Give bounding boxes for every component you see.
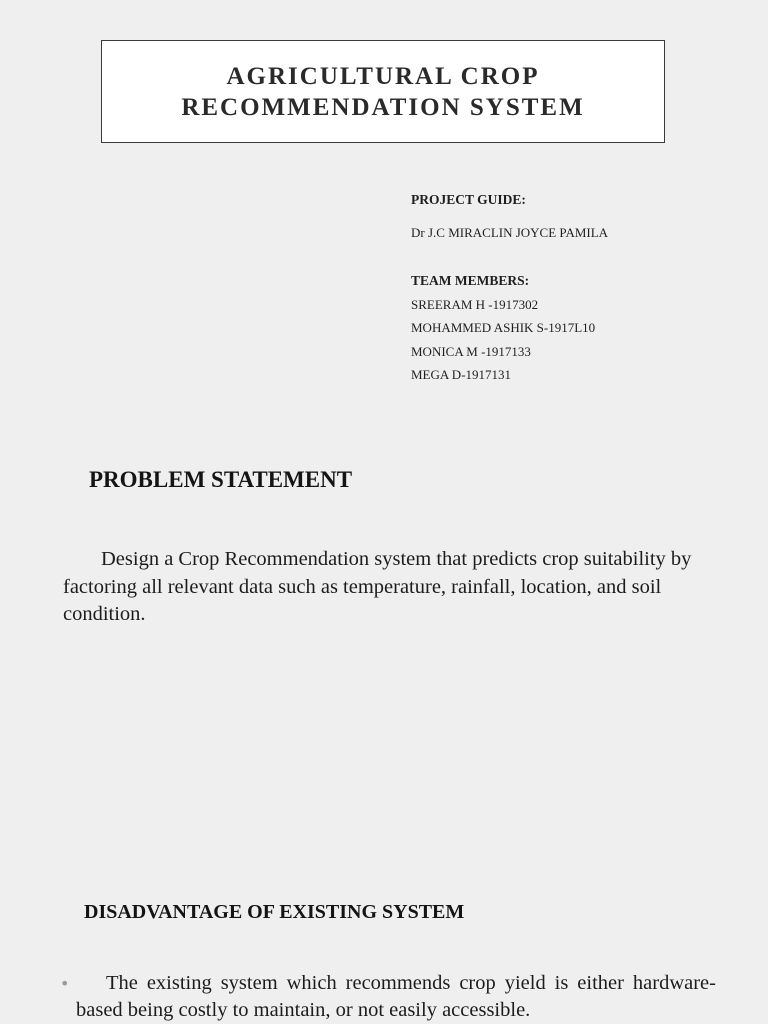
disadvantage-bullet-item <box>60 970 716 1024</box>
project-guide-name: Dr J.C MIRACLIN JOYCE PAMILA <box>411 225 609 240</box>
problem-statement-body: Design a Crop Recommendation system that predicts crop suitability by factoring all relevant data such as temperature, rainfall, location, and soil condition. <box>63 548 692 625</box>
title-box <box>101 40 665 143</box>
problem-statement-text <box>63 546 703 629</box>
team-member-1: SREERAM H -1917302 <box>411 297 539 312</box>
team-member-2: MOHAMMED ASHIK S-1917L10 <box>411 320 596 335</box>
team-member-3: MONICA M -1917133 <box>411 344 531 359</box>
problem-statement-heading: PROBLEM STATEMENT <box>89 467 353 492</box>
bullet-icon: • <box>60 974 70 993</box>
title-line-1: AGRICULTURAL CROP <box>226 62 540 90</box>
title-line-2: RECOMMENDATION SYSTEM <box>181 93 585 121</box>
project-guide-label: PROJECT GUIDE: <box>411 192 526 207</box>
disadvantage-heading: DISADVANTAGE OF EXISTING SYSTEM <box>84 901 465 923</box>
team-members-label: TEAM MEMBERS: <box>411 273 530 288</box>
disadvantage-point-1: The existing system which recommends crop yield is either hardware-based being costly to maintain, or not easily accessible. <box>76 972 716 1021</box>
team-member-4: MEGA D-1917131 <box>411 367 512 382</box>
